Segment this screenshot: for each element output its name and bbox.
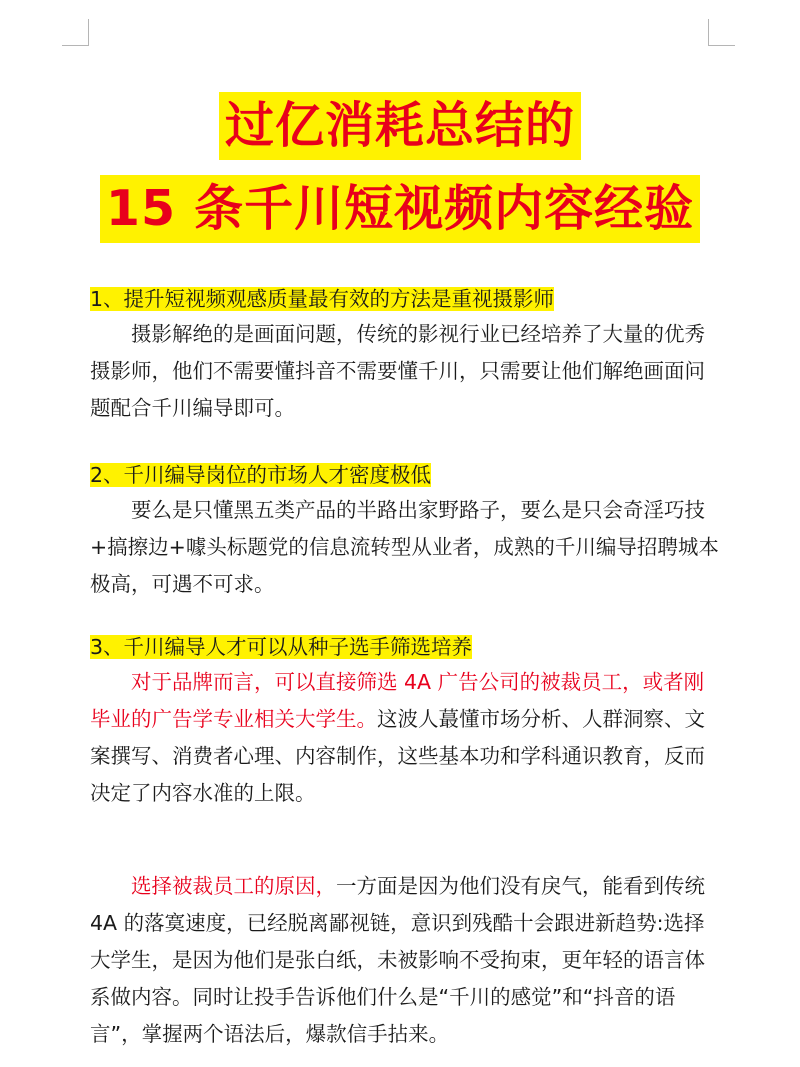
section-3-body-text: 这波人蕞懂市场分析、人群洞察、文案撰写、消费者心理、内容制作，这些基本功和学科通识教育，反而决定了内容水准的上限。: [90, 707, 705, 805]
extra-paragraph: [90, 868, 722, 1053]
section-3-body-emphasis: 对于品牌而言，可以直接筛选 4A 广告公司的被裁员工，或者刚毕业的广告学专业相关大学生。: [90, 670, 705, 731]
section-2-body: 要么是只懂黑五类产品的半路出家野路子，要么是只会奇淫巧技+搞擦边+噱头标题党的信息流转型从业者，成熟的千川编导招聘城本极高，可遇不可求。: [90, 498, 719, 596]
section-2-heading-text: 2、千川编导岗位的市场人才密度极低: [90, 463, 432, 487]
section-1-heading: [90, 282, 722, 316]
page-corner-mark-top-left: [62, 19, 89, 46]
section-2-heading: [90, 458, 722, 492]
title-line-1-text: 过亿消耗总结的: [219, 92, 581, 160]
section-1-heading-text: 1、提升短视频观感质量最有效的方法是重视摄影师: [90, 287, 555, 311]
section-3-heading: [90, 630, 722, 664]
section-3-body: [90, 664, 722, 812]
title-line-1: [0, 92, 800, 160]
extra-paragraph-emphasis: 选择被裁员工的原因，: [131, 874, 336, 898]
title-line-2-text: 15 条千川短视频内容经验: [100, 175, 700, 243]
page-corner-mark-top-right: [708, 19, 735, 46]
section-3-heading-text: 3、千川编导人才可以从种子选手筛选培养: [90, 635, 473, 659]
title-line-2: [0, 175, 800, 243]
article-body: [90, 282, 722, 1053]
section-1-body: 摄影解绝的是画面问题，传统的影视行业已经培养了大量的优秀摄影师，他们不需要懂抖音不需要懂千川，只需要让他们解绝画面问题配合千川编导即可。: [90, 322, 705, 420]
extra-paragraph-text: 一方面是因为他们没有戾气，能看到传统4A 的落寞速度，已经脱离鄙视链，意识到残酷十会跟进新趋势:选择大学生，是因为他们是张白纸，未被影响不受拘束，更年轻的语言体系做内容。同时让投手告诉他们什么是“千川的感觉”和“抖音的语言”，掌握两个语法后，爆款信手拈来。: [90, 874, 705, 1046]
